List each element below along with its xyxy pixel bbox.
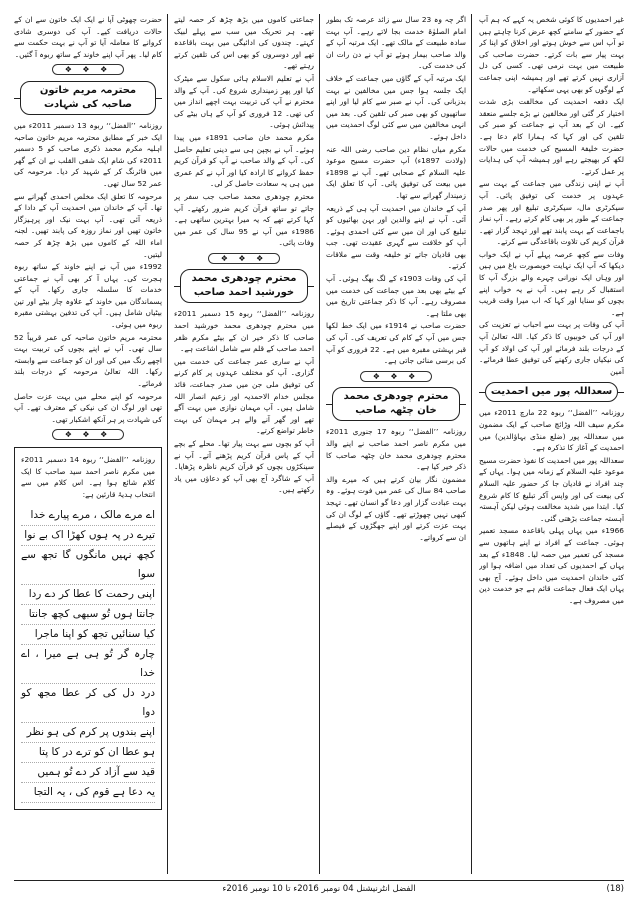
paragraph: مرحومہ کا تعلق ایک مخلص احمدی گھرانے سے تھا۔ آپ کے خاندان میں احمدیت آپ کے دادا کے ذریعہ آئی تھی۔ آپ بہت نیک اور پرہیزگار خاتون تھیں اور نماز روزہ کی پابند تھیں۔ لجنہ اماء اللہ کے کاموں میں بڑھ چڑھ کر حصہ لیتیں۔: [14, 191, 162, 259]
article-heading: محترمہ مریم خاتون صاحبہ کی شہادت: [20, 81, 156, 115]
paragraph: آپ کے خاندان میں احمدیت آپ ہی کے ذریعہ آئی۔ آپ نے اپنے والدین اور بہن بھائیوں کو تبلیغ کی اور ان میں سے کئی احمدی ہوئے۔ آپ کو خلافت سے گہری عقیدت تھی۔ جب بھی قادیان جاتے تو خلیفہ وقت سے ملاقات کرتے۔: [326, 203, 466, 271]
column-divider: [471, 14, 472, 874]
paragraph: محترمہ مریم خاتون صاحبہ کی عمر قریباً 52 سال تھی۔ آپ نے اپنے بچوں کی تربیت بہت اچھے رنگ میں کی اور ان کو جماعت سے وابستہ رکھا۔ اللہ تعالیٰ مرحومہ کے درجات بلند فرمائے۔: [14, 332, 162, 389]
verse-line: [21, 506, 155, 526]
verse-line: [21, 763, 155, 783]
paragraph: آپ کی وفات پر بہت سے احباب نے تعزیت کی اور آپ کی خوبیوں کا ذکر کیا۔ اللہ تعالیٰ آپ کے درجات بلند فرمائے اور آپ کی اولاد کو آپ کی نیکیاں جاری رکھنے کی توفیق عطا فرمائے۔ آمین: [479, 320, 624, 376]
ornament-divider: ❖ ❖ ❖: [326, 371, 466, 383]
verse-half: کیا سنائیں تجھ کو اپنا ماجرا: [34, 628, 155, 641]
paragraph: آپ نے تعلیم الاسلام ہائی سکول سے میٹرک کیا اور پھر زمینداری شروع کی۔ آپ کے والد محترم نے آپ کی تربیت بہت اچھے انداز میں کی تھی۔ 12 فروری کو آپ کے ہاں بیٹے کی پیدائش ہوئی۔: [174, 73, 314, 130]
paragraph: روزنامہ ’’الفضل‘‘ ربوہ 17 جنوری 2011ء میں مکرم ناصر احمد صاحب نے اپنے والد محترم چودھری محمد خان چٹھہ صاحب کا ذکر خیر کیا ہے۔: [326, 427, 466, 472]
paragraph: 1966ء میں یہاں پہلی باقاعدہ مسجد تعمیر ہوئی۔ جماعت کے افراد نے اپنے ہاتھوں سے مسجد کی تعمیر میں حصہ لیا۔ 1848ء کے بعد یہاں کے احمدیوں کی تعداد میں اضافہ ہوا اور کئی خاندان احمدیت میں داخل ہوئے۔ آج بھی یہاں ایک فعال جماعت قائم ہے جو خدمت دین میں مصروف ہے۔: [479, 526, 624, 605]
poem-box: [14, 447, 162, 810]
paragraph: حضرت صاحب نے 1914ء میں ایک خط لکھا جس میں آپ کے کام کی تعریف کی۔ آپ کی قبر بہشتی مقبرہ میں ہے۔ 22 فروری کو آپ کی برسی منائی جاتی ہے۔: [326, 321, 466, 366]
column-1: [479, 14, 624, 874]
verse-half: اپنی رحمت کا عطا کر دے ردا: [28, 588, 155, 601]
paragraph: روزنامہ ’’الفضل‘‘ ربوہ 15 دسمبر 2011ء میں محترم چودھری محمد خورشید احمد صاحب کا ذکر خیر ان کے بیٹے مکرم ظفر احمد صاحب کے قلم سے شامل اشاعت ہے۔: [174, 309, 314, 354]
paragraph: جماعتی کاموں میں بڑھ چڑھ کر حصہ لیتے تھے۔ ہر تحریک میں سب سے پہلے لبیک کہتے۔ چندوں کی ادائیگی میں بہت باقاعدہ تھے اور دوسروں کو بھی اس کی تلقین کرتے رہتے تھے۔: [174, 15, 314, 71]
ornament-divider: ❖ ❖ ❖: [174, 253, 314, 265]
paragraph: آپ کی وفات 1903ء کے لگ بھگ ہوئی۔ آپ کے بیٹے بھی بعد میں جماعت کی خدمت میں مصروف رہے۔ آپ کا ذکر جماعتی تاریخ میں بھی ملتا ہے۔: [326, 274, 466, 318]
ornament-divider: ❖ ❖ ❖: [14, 429, 162, 441]
paragraph: مکرم محمد خان صاحب 1891ء میں پیدا ہوئے۔ آپ نے بچپن ہی سے دینی تعلیم حاصل کی۔ آپ کے والد صاحب نے آپ کو قرآن کریم حفظ کروانے کا ارادہ کیا اور آپ نے کم عمری میں ہی یہ سعادت حاصل کر لی۔: [174, 132, 314, 189]
paragraph: آپ نے ساری عمر جماعت کی خدمت میں گزاری۔ آپ کو مختلف عہدوں پر کام کرنے کی توفیق ملی جن میں صدر جماعت، قائد مجلس خدام الاحمدیہ اور زعیم انصار اللہ شامل ہیں۔ آپ مہمان نوازی میں بہت آگے تھے اور گھر آنے والے ہر مہمان کی بہت خاطر تواضع کرتے۔: [174, 356, 314, 436]
paragraph: آپ کو بچوں سے بہت پیار تھا۔ محلے کے بچے آپ کے پاس قرآن کریم پڑھنے آتے۔ آپ نے سینکڑوں بچوں کو قرآن کریم ناظرہ پڑھایا۔ آپ کے شاگرد آج بھی آپ کو دعاؤں میں یاد رکھتے ہیں۔: [174, 439, 314, 495]
article-heading: سعداللہ پور میں احمدیت: [485, 382, 618, 402]
verse-half: اے مرے مالک ، مرے پیارے خدا: [30, 509, 155, 522]
paragraph: روزنامہ ’’الفضل‘‘ ربوہ 22 مارچ 2011ء میں مکرم سیف اللہ وڑائچ صاحب کے ایک مضمون میں سعداللہ پور (ضلع منڈی بہاؤالدین) میں احمدیت کے آغاز کا تذکرہ ہے۔: [479, 408, 624, 453]
paragraph: ایک مرتبہ آپ کے گاؤں میں جماعت کے خلاف ایک جلسہ ہوا جس میں مخالفین نے بہت بدزبانی کی۔ آپ نے صبر سے کام لیا اور اپنے ساتھیوں کو بھی صبر کی تلقین کی۔ بعد میں انہی مخالفین میں سے کئی لوگ احمدیت میں داخل ہوئے۔: [326, 73, 466, 141]
paragraph: وفات سے کچھ عرصہ پہلے آپ نے ایک خواب دیکھا کہ آپ ایک نہایت خوبصورت باغ میں ہیں اور وہاں ایک نورانی چہرے والے بزرگ آپ کا استقبال کر رہے ہیں۔ آپ نے یہ خواب اپنے بچوں کو سنایا اور کہا کہ اب میرا وقت قریب ہے۔: [479, 249, 624, 317]
verse-line: [21, 684, 155, 723]
verse-half: کچھ نہیں مانگوں گا تجھ سے سوا: [21, 549, 155, 581]
paragraph: غیر احمدیوں کا کوئی شخص یہ کہے کہ ہم آپ کے حضور کے سامنے کچھ عرض کرنا چاہتے ہیں تو آپ اس سے خوش ہوتے اور اخلاق کو اپنا کر بہت پیار سے بات کرتے۔ حضرت صاحب کی طبیعت میں بہت نرمی تھی۔ کسی کی دل آزاری نہیں کرتے تھے اور ہمیشہ اپنی جماعت کے لوگوں کو بھی یہی سکھاتے۔: [479, 15, 624, 94]
column-divider: [319, 14, 320, 874]
column-divider: [167, 14, 168, 874]
paragraph: محترم چودھری محمد صاحب جب سفر پر جاتے تو ساتھ قرآن کریم ضرور رکھتے۔ آپ کہا کرتے تھے کہ یہ میرا بہترین ساتھی ہے۔ 1986ء میں آپ نے 95 سال کی عمر میں وفات پائی۔: [174, 191, 314, 248]
issue-date: الفضل انٹرنیشنل 04 نومبر 2016ء تا 10 نومبر 2016ء: [222, 884, 416, 894]
paragraph: ایک دفعہ احمدیت کی مخالفت بڑی شدت اختیار کر گئی اور مخالفین نے بڑے جلسے منعقد کیے۔ ان کے بعد آپ نے جماعت کو صبر کی تلقین کی اور کہا کہ ہمارا کام دعا ہے۔ حضرت خلیفۃ المسیح کی خدمت میں حالات لکھ کر بھیجتے رہے اور ہمیشہ آپ کی ہدایات پر عمل کرتے۔: [479, 97, 624, 176]
newspaper-page: [14, 14, 624, 874]
verse-line: [21, 645, 155, 684]
verse-line: [21, 743, 155, 763]
verse-half: تیرے در پہ ہوں کھڑا اک بے نوا: [24, 529, 155, 542]
article-heading: محترم چودھری محمد خان چٹھہ صاحب: [332, 387, 460, 421]
page-number: (18): [606, 884, 624, 894]
verse-line: [21, 605, 155, 625]
verse-half: جانتا ہوں تُو سبھی کچھ جانتا: [28, 608, 155, 621]
paragraph: سعداللہ پور میں احمدیت کا نفوذ حضرت مسیح موعود علیہ السلام کے زمانہ میں ہوا۔ یہاں کے چند افراد نے قادیان جا کر حضور علیہ السلام کی بیعت کی اور واپس آکر تبلیغ کا کام شروع کیا۔ ابتدا میں شدید مخالفت ہوئی لیکن آہستہ آہستہ جماعت بڑھتی گئی۔: [479, 455, 624, 523]
verse-half: ہو عطا ان کو ترے در کا پتا: [38, 746, 155, 759]
verse-line: [21, 723, 155, 743]
column-3: [174, 14, 314, 874]
paragraph: مضمون نگار بیان کرتے ہیں کہ میرے والد صاحب 84 سال کی عمر میں فوت ہوئے۔ وہ بہت عبادت گزار اور دعا گو انسان تھے۔ تہجد کبھی نہیں چھوڑتے تھے۔ گاؤں کے لوگ ان کی بہت عزت کرتے اور اپنے جھگڑوں کے فیصلے ان سے کرواتے۔: [326, 474, 466, 542]
paragraph: روزنامہ ’’الفضل‘‘ ربوہ 13 دسمبر 2011ء میں ایک خبر کے مطابق محترمہ مریم خاتون صاحبہ اہلیہ مکرم محمد ذکری صاحب کو 5 دسمبر 2011ء کی شام ایک شقی القلب نے ان کے گھر میں فائرنگ کر کے شہید کر دیا۔ مرحومہ کی عمر 52 سال تھی۔: [14, 120, 162, 188]
verse-line: [21, 783, 155, 803]
paragraph: مکرم میاں نظام دین صاحب رضی اللہ عنہ (ولادت 1897ء) آپ حضرت مسیح موعود علیہ السلام کے صحابی تھے۔ آپ نے 1898ء میں بیعت کی توفیق پائی۔ آپ کا تعلق ایک زمیندار گھرانے سے تھا۔: [326, 144, 466, 200]
paragraph: آپ نے اپنی زندگی میں جماعت کے بہت سے عہدوں پر خدمت کی توفیق پائی۔ آپ سیکرٹری مال، سیکرٹری تبلیغ اور پھر صدر جماعت کے طور پر بھی کام کرتے رہے۔ آپ نماز باجماعت کے بہت پابند تھے اور تہجد گزار تھے۔ قرآن کریم کی تلاوت باقاعدگی سے کرتے۔: [479, 179, 624, 247]
verse-line: [21, 625, 155, 645]
verse-half: اپنے بندوں پر کرم کی ہو نظر: [26, 726, 155, 739]
poem-intro: روزنامہ ’’الفضل‘‘ ربوہ 14 دسمبر 2011ء میں مکرم ناصر احمد سید صاحب کا ایک کلام شائع ہوا ہے۔ اس کلام میں سے انتخاب ہدیۂ قارئین ہے:: [21, 455, 156, 499]
column-4: [14, 14, 162, 874]
article-heading: محترم چودھری محمد خورشید احمد صاحب: [180, 269, 308, 303]
verse-half: چارہ گر تُو ہی ہے میرا ، اے خدا: [21, 648, 155, 680]
paragraph: 1992ء میں آپ نے اپنے خاوند کے ساتھ ربوہ ہجرت کی۔ یہاں آ کر بھی آپ نے جماعتی خدمات کا سلسلہ جاری رکھا۔ آپ کے پسماندگان میں خاوند کے علاوہ چار بیٹے اور تین بیٹیاں شامل ہیں۔ آپ کی تدفین بہشتی مقبرہ ربوہ میں ہوئی۔: [14, 262, 162, 330]
paragraph: اگر چہ وہ 23 سال سے زائد عرصہ تک بطور امام الصلوٰۃ خدمت بجا لاتے رہے۔ آپ بہت سادہ طبیعت کے مالک تھے۔ ایک مرتبہ آپ کے والد صاحب بیمار ہوئے تو آپ نے دن رات ان کی خدمت کی۔: [326, 15, 466, 71]
page-footer: [14, 880, 624, 897]
paragraph: حضرت چھوٹی آپا نے ایک ایک خاتون سے ان کے حالات دریافت کیے۔ آپ کی دوسری شادی کروانے کا معاملہ آیا تو آپ نے بہت حکمت سے کام لیا۔ پھر آپ اپنے خاوند کے ساتھ ربوہ آ گئیں۔: [14, 15, 162, 59]
verse-half: درد دل کی کر عطا مجھ کو دوا: [21, 687, 155, 719]
verse-line: [21, 585, 155, 605]
ornament-divider: ❖ ❖ ❖: [14, 64, 162, 76]
verse-line: [21, 526, 155, 546]
verse-half: یہ دعا ہے قوم کی ، یہ التجا: [33, 786, 155, 799]
verse-half: قید سے آزاد کر دے تُو ہمیں: [37, 766, 155, 779]
column-2: [326, 14, 466, 874]
paragraph: مرحومہ کو اپنے محلے میں بہت عزت حاصل تھی اور لوگ ان کی نیکی کے معترف تھے۔ آپ کی شہادت پر ہر آنکھ اشکبار تھی۔: [14, 391, 162, 424]
verse-line: [21, 546, 155, 585]
